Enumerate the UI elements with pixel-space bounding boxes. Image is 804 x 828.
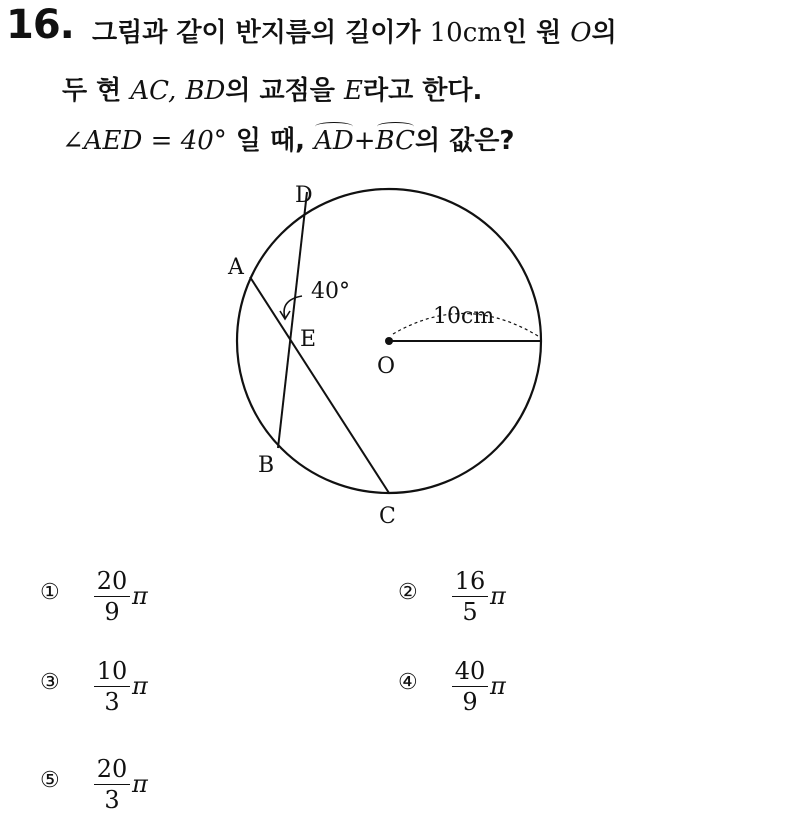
label-o: O bbox=[377, 354, 396, 379]
question-text-2c: 라고 한다. bbox=[362, 76, 483, 106]
choice-5-denominator: 3 bbox=[104, 786, 120, 814]
choice-1-denominator: 9 bbox=[104, 598, 120, 626]
question-text-2b: 의 교점을 bbox=[225, 76, 335, 106]
radius-value: 10 bbox=[429, 18, 463, 48]
choice-2-numerator: 16 bbox=[454, 567, 486, 595]
radius-label: 10cm bbox=[433, 304, 495, 329]
choice-5-marker: ⑤ bbox=[40, 768, 60, 793]
choice-1-marker: ① bbox=[40, 580, 60, 605]
arc-bc: BC bbox=[375, 126, 415, 156]
choice-3-denominator: 3 bbox=[104, 688, 120, 716]
choice-2-fraction bbox=[450, 566, 490, 627]
question-text-1a: 그림과 같이 반지름의 길이가 bbox=[92, 18, 421, 48]
choice-1-fraction bbox=[92, 566, 132, 627]
question-text-1c: 의 bbox=[591, 18, 617, 48]
circle-name: O bbox=[570, 18, 592, 48]
point-e-label: E bbox=[343, 76, 363, 106]
label-e: E bbox=[300, 327, 317, 352]
choice-4-fraction bbox=[450, 656, 490, 717]
choice-3-pi: π bbox=[132, 672, 148, 700]
choice-4-denominator: 9 bbox=[462, 688, 478, 716]
choice-5-numerator: 20 bbox=[96, 755, 128, 783]
choice-4-pi: π bbox=[490, 672, 506, 700]
radius-unit: cm bbox=[462, 18, 502, 48]
center-point bbox=[385, 337, 393, 345]
choice-1-numerator: 20 bbox=[96, 567, 128, 595]
arc-ad: AD bbox=[314, 126, 354, 156]
angle-expression: ∠AED = 40° bbox=[62, 126, 227, 156]
plus-sign: + bbox=[353, 126, 376, 156]
label-b: B bbox=[258, 453, 275, 478]
choice-5-pi: π bbox=[132, 770, 148, 798]
choice-3-fraction bbox=[92, 656, 132, 717]
choice-4-numerator: 40 bbox=[454, 657, 486, 685]
question-number: 16. bbox=[6, 2, 74, 48]
label-c: C bbox=[379, 504, 396, 529]
choice-2-denominator: 5 bbox=[462, 598, 478, 626]
choice-2-marker: ② bbox=[398, 580, 418, 605]
choice-3-marker: ③ bbox=[40, 670, 60, 695]
question-text-3a: 일 때, bbox=[235, 126, 306, 156]
choice-3-numerator: 10 bbox=[96, 657, 128, 685]
label-d: D bbox=[295, 183, 313, 208]
question-text-1b: 인 원 bbox=[501, 18, 562, 48]
choice-2-pi: π bbox=[490, 582, 506, 610]
angle-label: 40° bbox=[311, 279, 350, 304]
choice-1-pi: π bbox=[132, 582, 148, 610]
question-text-2a: 두 현 bbox=[62, 76, 122, 106]
choice-5-fraction bbox=[92, 754, 132, 815]
choice-4-marker: ④ bbox=[398, 670, 418, 695]
chord-bd-line bbox=[278, 192, 307, 448]
question-text-3b: 의 값은? bbox=[415, 126, 515, 156]
chord-bd: BD bbox=[185, 76, 226, 106]
chord-ac: AC, bbox=[130, 76, 177, 106]
label-a: A bbox=[228, 255, 244, 280]
